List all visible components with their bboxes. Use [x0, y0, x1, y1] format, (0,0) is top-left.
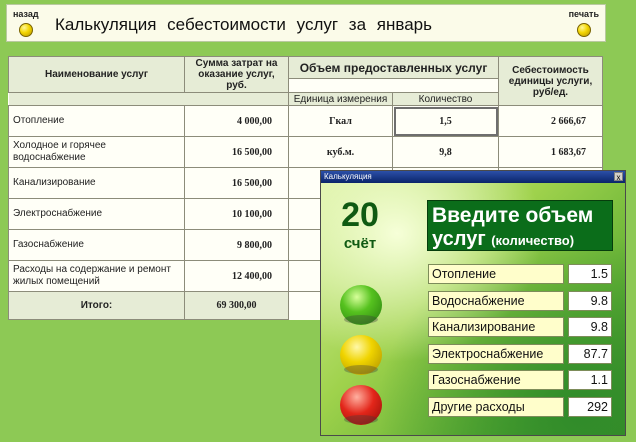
total-value: 69 300,00 — [185, 292, 289, 320]
service-value-input[interactable]: 87.7 — [568, 344, 612, 364]
row-cost: 9 800,00 — [185, 230, 289, 261]
row-name: Газоснабжение — [9, 230, 185, 261]
service-value-input[interactable]: 9.8 — [568, 291, 612, 311]
service-name: Другие расходы — [428, 397, 564, 417]
header-volume: Объем предоставленных услуг — [289, 57, 499, 79]
row-unit-cost: 1 683,67 — [499, 137, 603, 168]
service-row — [428, 344, 612, 364]
service-row — [428, 291, 612, 311]
prompt-line2 — [432, 228, 574, 251]
row-unit: куб.м. — [289, 137, 393, 168]
service-name: Канализирование — [428, 317, 564, 337]
service-name: Водоснабжение — [428, 291, 564, 311]
count-value: 20 — [341, 196, 379, 234]
row-cost: 16 500,00 — [185, 168, 289, 199]
row-name: Отопление — [9, 106, 185, 137]
spacer — [9, 93, 185, 106]
header-cost: Сумма затрат на оказание услуг, руб. — [185, 57, 289, 93]
green-button[interactable] — [340, 285, 382, 325]
row-name: Расходы на содержание и ремонт жилых помещений — [9, 261, 185, 292]
service-name: Электроснабжение — [428, 344, 564, 364]
service-value-input[interactable]: 292 — [568, 397, 612, 417]
row-cost: 16 500,00 — [185, 137, 289, 168]
yellow-button[interactable] — [340, 335, 382, 375]
service-name: Газоснабжение — [428, 370, 564, 390]
print-label: печать — [568, 9, 599, 19]
service-row — [428, 317, 612, 337]
table-row — [9, 137, 603, 168]
print-button[interactable] — [577, 23, 591, 37]
page-title: Калькуляция себестоимости услуг за январь — [55, 15, 432, 34]
header-name: Наименование услуг — [9, 57, 185, 93]
service-row — [428, 370, 612, 390]
table-row — [9, 106, 603, 137]
count-label: счёт — [343, 235, 377, 252]
total-label: Итого: — [9, 292, 185, 320]
service-value-input[interactable]: 1.5 — [568, 264, 612, 284]
spacer — [185, 93, 289, 106]
row-unit: Гкал — [289, 106, 393, 137]
service-name: Отопление — [428, 264, 564, 284]
prompt-line1: Введите объем — [432, 204, 594, 227]
row-qty-cell[interactable]: 9,8 — [393, 137, 499, 168]
row-cost: 10 100,00 — [185, 199, 289, 230]
service-value-input[interactable]: 9.8 — [568, 317, 612, 337]
dialog-body — [321, 183, 625, 435]
calc-dialog — [320, 170, 626, 436]
dialog-titlebar[interactable] — [321, 171, 625, 183]
row-unit-cost: 2 666,67 — [499, 106, 603, 137]
row-name: Холодное и горячее водоснабжение — [9, 137, 185, 168]
row-cost: 4 000,00 — [185, 106, 289, 137]
back-button[interactable] — [19, 23, 33, 37]
back-label: назад — [13, 9, 39, 19]
row-name: Канализирование — [9, 168, 185, 199]
service-row — [428, 397, 612, 417]
red-button[interactable] — [340, 385, 382, 425]
service-value-input[interactable]: 1.1 — [568, 370, 612, 390]
dialog-title: Калькуляция — [324, 172, 372, 181]
header-unit: Единица измерения — [289, 93, 393, 106]
row-qty-cell[interactable]: 1,5 — [393, 106, 499, 137]
row-cost: 12 400,00 — [185, 261, 289, 292]
header-qty: Количество — [393, 93, 499, 106]
header-unit-cost: Себестоимость единицы услуги, руб/ед. — [499, 57, 603, 106]
prompt-box — [427, 200, 613, 251]
prompt-line2-text: услуг — [432, 228, 486, 250]
service-row — [428, 264, 612, 284]
row-name: Электроснабжение — [9, 199, 185, 230]
prompt-note: (количество) — [491, 233, 575, 248]
close-icon[interactable]: x — [614, 172, 623, 181]
header-bar — [6, 4, 606, 42]
